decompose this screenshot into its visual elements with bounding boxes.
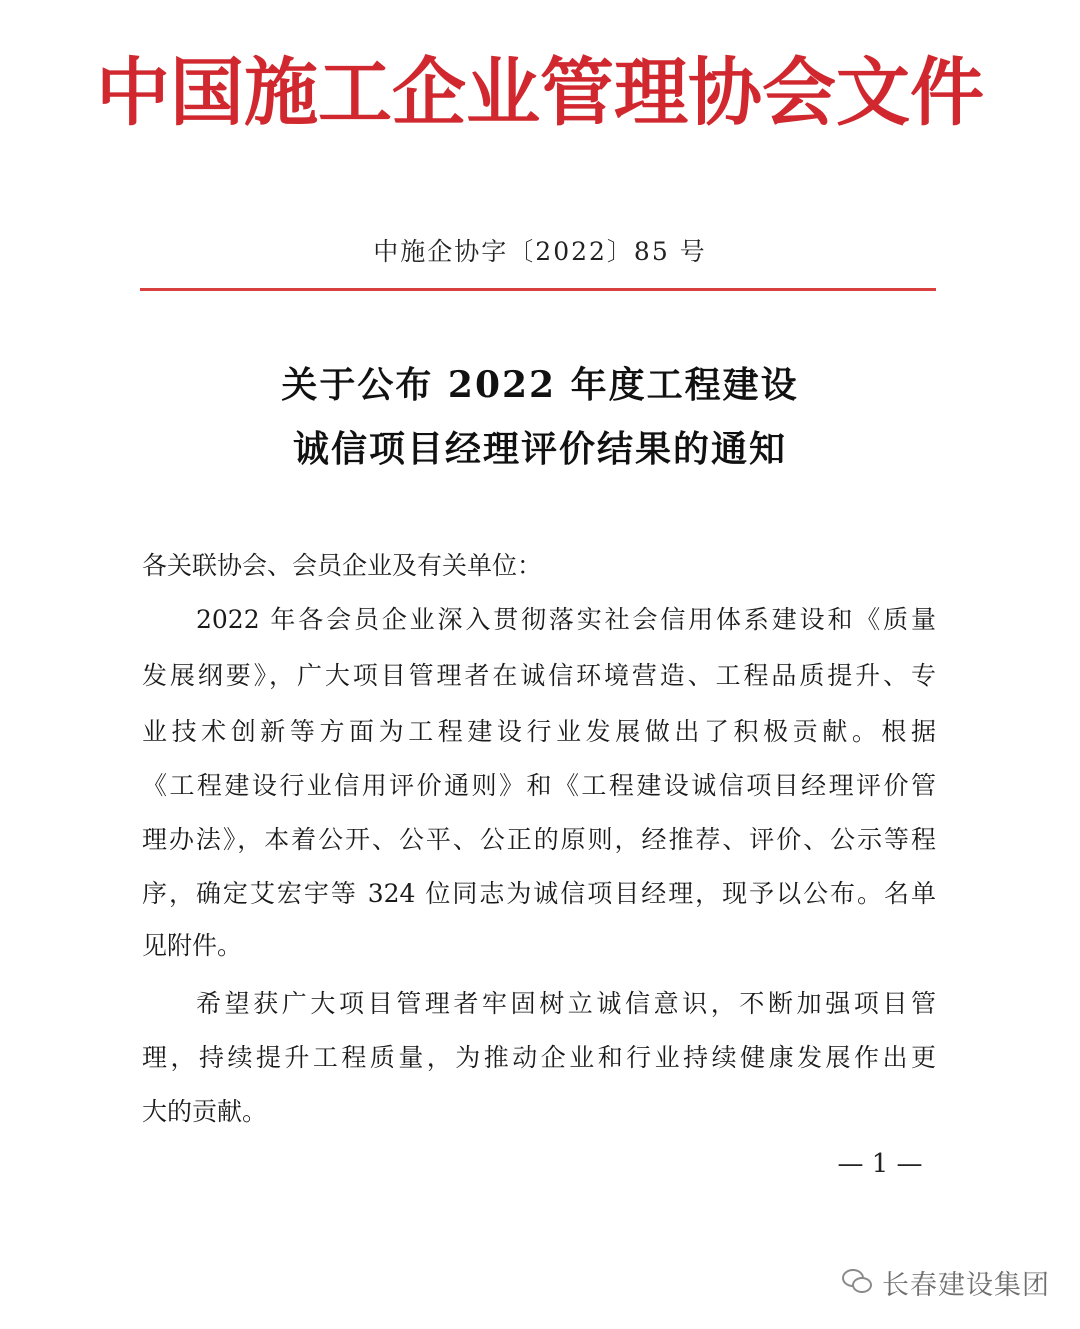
- red-divider-line: [140, 288, 936, 291]
- paragraph-1-line: 序，确定艾宏宇等 324 位同志为诚信项目经理，现予以公布。名单: [142, 879, 936, 908]
- paragraph-2-line: 理，持续提升工程质量，为推动企业和行业持续健康发展作出更: [142, 1043, 936, 1072]
- paragraph-2-line: 大的贡献。: [142, 1097, 268, 1126]
- document-number: 中施企协字〔2022〕85 号: [373, 237, 707, 266]
- paragraph-2-line: 希望获广大项目管理者牢固树立诚信意识，不断加强项目管: [196, 989, 936, 1018]
- page-number: — 1 —: [837, 1149, 923, 1179]
- notice-title-line-2: 诚信项目经理评价结果的通知: [292, 428, 787, 470]
- paragraph-1-line: 见附件。: [142, 931, 243, 960]
- wechat-icon: [842, 1269, 872, 1295]
- salutation: 各关联协会、会员企业及有关单位：: [142, 551, 543, 580]
- wechat-watermark: [842, 1262, 1050, 1302]
- document-masthead: 中国施工企业管理协会文件: [96, 50, 984, 136]
- paragraph-1-line: 2022 年各会员企业深入贯彻落实社会信用体系建设和《质量: [196, 605, 936, 634]
- paragraph-1-line: 业技术创新等方面为工程建设行业发展做出了积极贡献。根据: [142, 717, 936, 746]
- paragraph-1-line: 理办法》，本着公开、公平、公正的原则，经推荐、评价、公示等程: [142, 825, 936, 854]
- paragraph-1-line: 发展纲要》，广大项目管理者在诚信环境营造、工程品质提升、专: [142, 661, 936, 690]
- watermark-text: 长春建设集团: [882, 1269, 1050, 1301]
- paragraph-1-line: 《工程建设行业信用评价通则》和《工程建设诚信项目经理评价管: [142, 771, 936, 800]
- notice-title-line-1: 关于公布 2022 年度工程建设: [281, 364, 799, 406]
